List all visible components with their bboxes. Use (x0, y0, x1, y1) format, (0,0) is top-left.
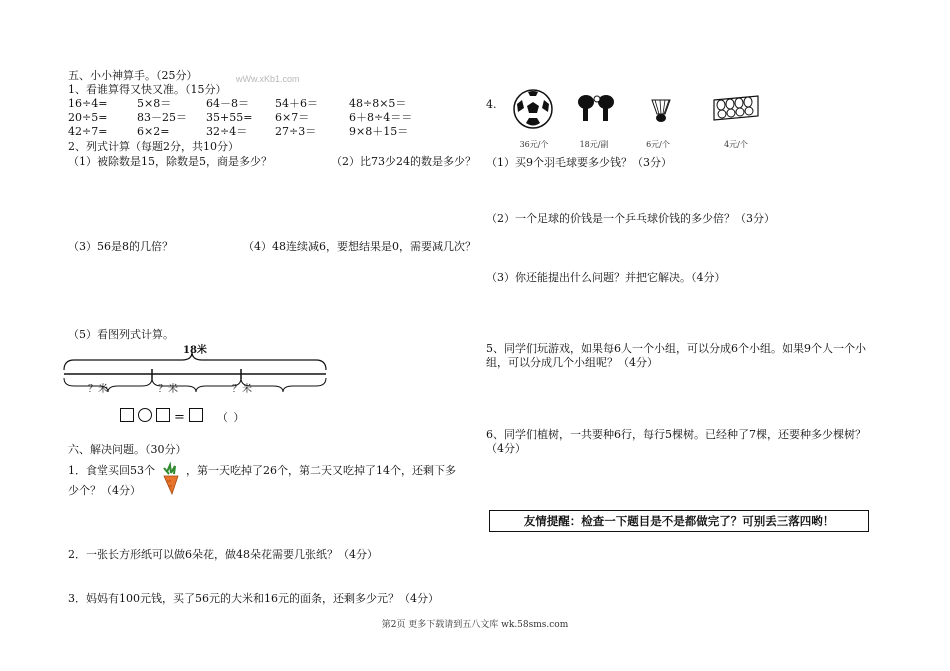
grid-row (68, 111, 418, 125)
grid-cell: 9×8＋15＝ (349, 125, 409, 138)
grid-cell: 83－25＝ (137, 111, 187, 124)
grid-cell: 48÷8×5＝ (349, 97, 407, 110)
grid-cell: 27÷3＝ (275, 125, 317, 138)
ping-pong-paddles-icon (576, 94, 620, 126)
arithmetic-grid (68, 97, 418, 139)
q2-1: （1）被除数是15，除数是5，商是多少？ (68, 155, 272, 168)
q2-2: （2）比73少24的数是多少？ (331, 155, 476, 168)
section6-title: 六、解决问题。（30分） (68, 443, 187, 456)
q2-4: （4）48连续减6，要想结果是0，需要减几次？ (243, 240, 476, 253)
price-shuttlecock: 6元/个 (646, 140, 670, 149)
diagram-part3-label: ？米 (232, 384, 252, 395)
answer-box[interactable] (120, 408, 134, 422)
answer-box[interactable] (156, 408, 170, 422)
q2-3: （3）56是8的几倍？ (68, 240, 173, 253)
q4-2: （2）一个足球的价钱是一个乒乓球价钱的多少倍？（3分） (486, 212, 775, 225)
grid-cell: 16÷4= (68, 97, 108, 110)
s6-q1-line2: 少个？（4分） (68, 484, 141, 497)
grid-cell: 6＋8÷4＝＝ (349, 111, 413, 124)
diagram-part1-label: ？米 (88, 384, 108, 395)
q5-line2: 组，可以分成几个小组呢？（4分） (486, 356, 658, 369)
q6-line1: 6、同学们植树，一共要种6行，每行5棵树。已经种了7棵，还要种多少棵树？ (486, 428, 866, 441)
q2-title: 2、列式计算（每题2分，共10分） (68, 140, 239, 153)
answer-box[interactable] (189, 408, 203, 422)
grid-cell: 20÷5= (68, 111, 108, 124)
unit-paren[interactable]: （ ） (216, 411, 246, 424)
diagram-part2-label: ？米 (158, 384, 178, 395)
grid-cell: 42÷7= (68, 125, 108, 138)
grid-row (68, 97, 418, 111)
grid-cell: 32÷4＝ (206, 125, 248, 138)
answer-boxes (120, 407, 245, 425)
q2-5: （5）看图列式计算。 (68, 328, 174, 341)
grid-cell: 54＋6＝ (275, 97, 318, 110)
soccer-ball-icon (512, 88, 554, 130)
price-paddles: 18元/副 (579, 140, 609, 149)
s6-q2: 2．一张长方形纸可以做6朵花，做48朵花需要几张纸？（4分） (68, 548, 378, 561)
grid-cell: 5×8＝ (137, 97, 172, 110)
section5-title: 五、小小神算手。（25分） (68, 69, 198, 82)
price-soccer: 36元/个 (519, 140, 549, 149)
grid-row (68, 125, 418, 139)
grid-cell: 6×2= (137, 125, 170, 138)
price-eggs: 4元/个 (724, 140, 748, 149)
page-footer: 第2页 更多下载请到五八文库 wk.58sms.com (381, 620, 569, 630)
grid-cell: 6×7＝ (275, 111, 310, 124)
operator-circle[interactable] (138, 408, 152, 422)
equals-sign: = (174, 410, 186, 425)
q4-label: 4. (486, 98, 497, 111)
s6-q1-line1b: ，第一天吃掉了26个，第二天又吃掉了14个，还剩下多 (186, 464, 456, 477)
q1-title: 1、看谁算得又快又准。（15分） (68, 83, 227, 96)
grid-cell: 35+55= (206, 111, 253, 124)
s6-q3: 3．妈妈有100元钱，买了56元的大米和16元的面条，还剩多少元？（4分） (68, 592, 439, 605)
watermark: wWw.xKb1.com (236, 74, 300, 84)
egg-carton-icon (712, 94, 760, 124)
q5-line1: 5、同学们玩游戏，如果每6人一个小组，可以分成6个小组。如果9个人一个小 (486, 342, 866, 355)
q4-3: （3）你还能提出什么问题？并把它解决。（4分） (486, 271, 726, 284)
shuttlecock-icon (648, 96, 676, 124)
diagram-total-label: 18米 (183, 345, 207, 356)
reminder-box: 友情提醒：检查一下题目是不是都做完了？可别丢三落四哟！ (489, 510, 869, 532)
grid-cell: 64－8＝ (206, 97, 249, 110)
q4-1: （1）买9个羽毛球要多少钱？（3分） (486, 156, 672, 169)
q6-line2: （4分） (486, 442, 526, 455)
carrot-icon (158, 462, 184, 496)
s6-q1-line1: 1．食堂买回53个 (68, 464, 155, 477)
